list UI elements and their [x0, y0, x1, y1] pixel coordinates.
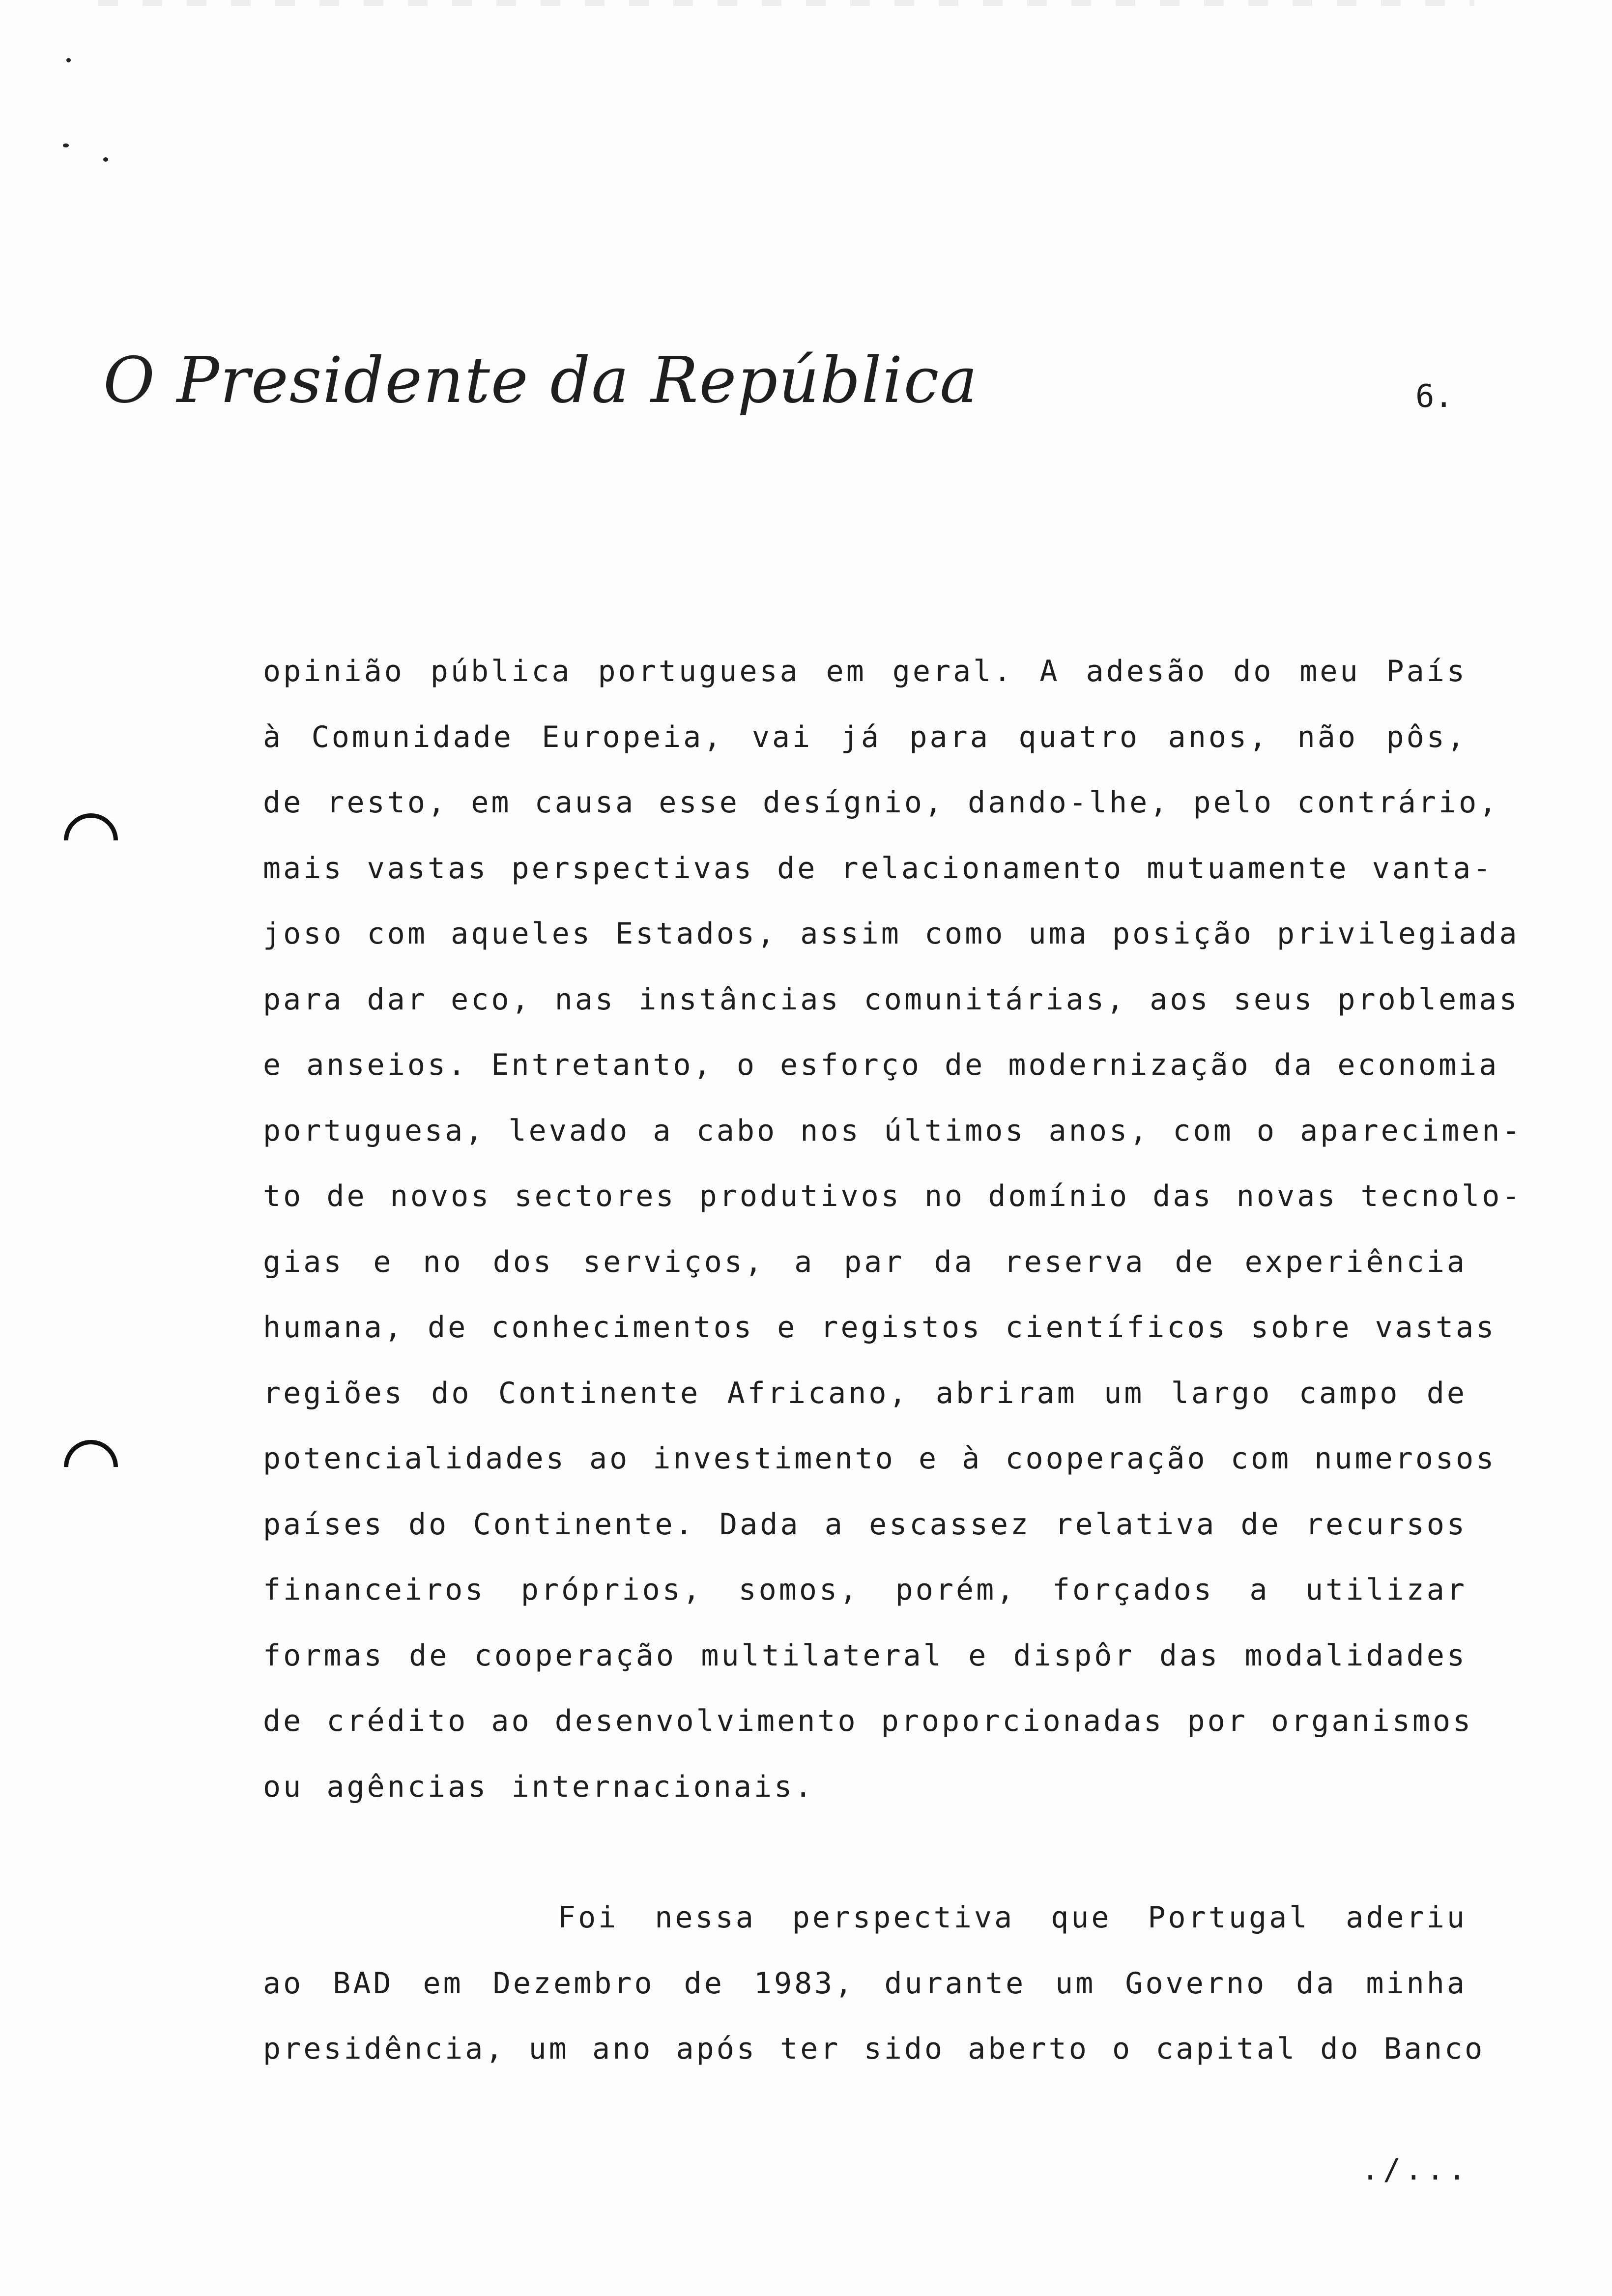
scan-edge-noise — [98, 0, 1474, 6]
text-line: financeiros próprios, somos, porém, forçados a utilizar — [263, 1573, 1467, 1607]
text-line: à Comunidade Europeia, vai já para quatro anos, não pôs, — [263, 719, 1467, 754]
scan-speck — [103, 157, 108, 162]
text-line: joso com aqueles Estados, assim como uma posição privilegiada — [263, 917, 1520, 951]
text-line: humana, de conhecimentos e registos científicos sobre vastas — [263, 1310, 1497, 1345]
text-line: gias e no dos serviços, a par da reserva de experiência — [263, 1244, 1467, 1279]
text-line: de resto, em causa esse desígnio, dando-lhe, pelo contrário, — [263, 785, 1499, 820]
text-line: to de novos sectores produtivos no domínio das novas tecnolo- — [263, 1179, 1523, 1213]
text-line: potencialidades ao investimento e à cooperação com numerosos — [263, 1441, 1497, 1476]
continuation-mark: ./... — [1361, 2152, 1470, 2187]
binder-hole-mark — [53, 802, 129, 879]
text-line: ou agências internacionais. — [263, 1769, 815, 1804]
text-line: presidência, um ano após ter sido aberto o capital do Banco — [263, 2032, 1485, 2066]
text-line: Foi nessa perspectiva que Portugal aderiu — [558, 1900, 1467, 1935]
letter-body — [263, 639, 1523, 2082]
text-line: regiões do Continente Africano, abriram um largo campo de — [263, 1376, 1467, 1410]
page-number: 6. — [1415, 378, 1454, 415]
text-line: portuguesa, levado a cabo nos últimos anos, com o aparecimen- — [263, 1113, 1523, 1148]
scan-speck — [66, 58, 71, 62]
text-line: ao BAD em Dezembro de 1983, durante um Governo da minha — [263, 1966, 1467, 2001]
text-line: para dar eco, nas instâncias comunitárias, aos seus problemas — [263, 982, 1520, 1017]
scan-speck — [63, 144, 69, 147]
paragraph — [263, 1885, 1485, 2082]
text-line: países do Continente. Dada a escassez relativa de recursos — [263, 1507, 1467, 1542]
text-line: de crédito ao desenvolvimento proporcionadas por organismos — [263, 1704, 1473, 1738]
binder-hole-mark — [53, 1429, 129, 1505]
letterhead: O Presidente da República — [103, 344, 979, 417]
paragraph — [263, 639, 1523, 1820]
text-line: e anseios. Entretanto, o esforço de modernização da economia — [263, 1048, 1499, 1082]
text-line: opinião pública portuguesa em geral. A adesão do meu País — [263, 654, 1467, 689]
text-line: formas de cooperação multilateral e dispôr das modalidades — [263, 1638, 1467, 1673]
text-line: mais vastas perspectivas de relacionamento mutuamente vanta- — [263, 851, 1494, 886]
